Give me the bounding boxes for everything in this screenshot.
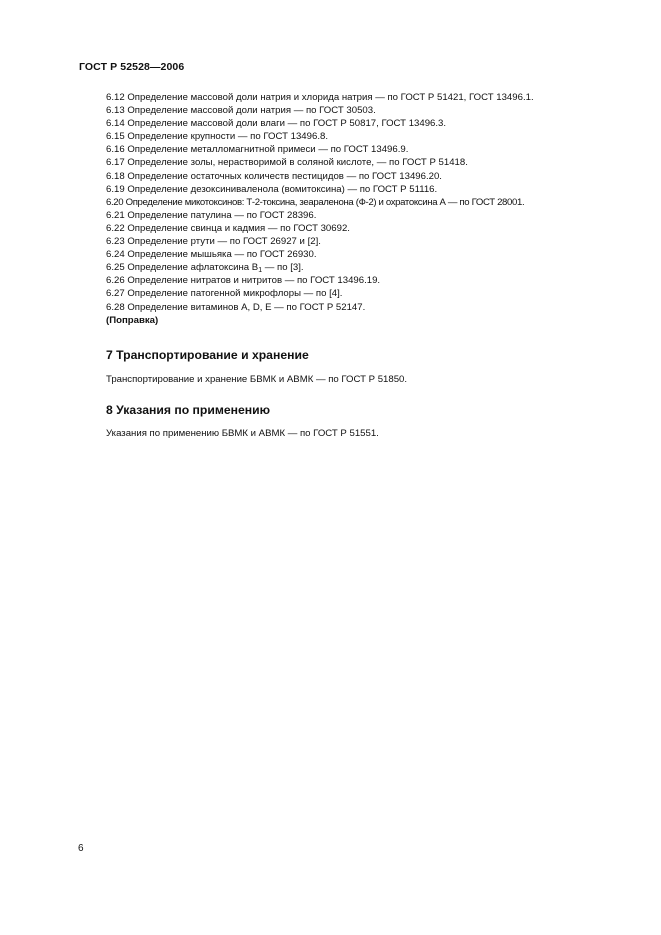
section-7-body: Транспортирование и хранение БВМК и АВМК — по ГОСТ Р 51850. bbox=[106, 374, 408, 385]
section-8-title: 8 Указания по применению bbox=[106, 403, 271, 417]
list-item: 6.13 Определение массовой доли натрия — по ГОСТ 30503. bbox=[106, 105, 376, 117]
amendment-note: (Поправка) bbox=[106, 314, 159, 326]
list-item: 6.23 Определение ртути — по ГОСТ 26927 и [2]. bbox=[106, 236, 321, 248]
list-item: 6.18 Определение остаточных количеств пестицидов — по ГОСТ 13496.20. bbox=[106, 170, 442, 182]
list-item: 6.28 Определение витаминов А, D, Е — по ГОСТ Р 52147. bbox=[106, 301, 366, 313]
section-8-body: Указания по применению БВМК и АВМК — по ГОСТ Р 51551. bbox=[106, 428, 379, 439]
list-item: 6.20 Определение микотоксинов: Т-2-токсина, зеараленона (Ф-2) и охратоксина А — по ГОСТ 28001. bbox=[106, 196, 525, 208]
list-item: 6.15 Определение крупности — по ГОСТ 13496.8. bbox=[106, 131, 328, 143]
item-text: — по [3]. bbox=[262, 262, 304, 274]
item-text: 6.25 Определение афлатоксина B bbox=[106, 262, 259, 274]
subscript: 1 bbox=[258, 267, 263, 275]
page-number: 6 bbox=[78, 843, 84, 854]
list-item: 6.16 Определение металломагнитной примеси — по ГОСТ 13496.9. bbox=[106, 144, 409, 156]
list-item: 6.12 Определение массовой доли натрия и хлорида натрия — по ГОСТ Р 51421, ГОСТ 13496.1. bbox=[106, 92, 534, 103]
list-item: 6.22 Определение свинца и кадмия — по ГОСТ 30692. bbox=[106, 222, 350, 234]
list-item: 6.26 Определение нитратов и нитритов — по ГОСТ 13496.19. bbox=[106, 275, 381, 287]
list-item: 6.27 Определение патогенной микрофлоры — по [4]. bbox=[106, 288, 343, 300]
document-header: ГОСТ Р 52528—2006 bbox=[79, 61, 185, 73]
section-7-title: 7 Транспортирование и хранение bbox=[106, 348, 309, 362]
list-item: 6.14 Определение массовой доли влаги — по ГОСТ Р 50817, ГОСТ 13496.3. bbox=[106, 118, 447, 130]
list-item: 6.19 Определение дезоксиниваленола (вомитоксина) — по ГОСТ Р 51116. bbox=[106, 183, 438, 195]
list-item: 6.21 Определение патулина — по ГОСТ 28396. bbox=[106, 209, 317, 221]
list-item: 6.24 Определение мышьяка — по ГОСТ 26930. bbox=[106, 249, 317, 261]
list-item-aflatoxin bbox=[106, 261, 626, 274]
list-item: 6.17 Определение золы, нерастворимой в соляной кислоте, — по ГОСТ Р 51418. bbox=[106, 157, 468, 169]
method-list bbox=[106, 91, 626, 327]
